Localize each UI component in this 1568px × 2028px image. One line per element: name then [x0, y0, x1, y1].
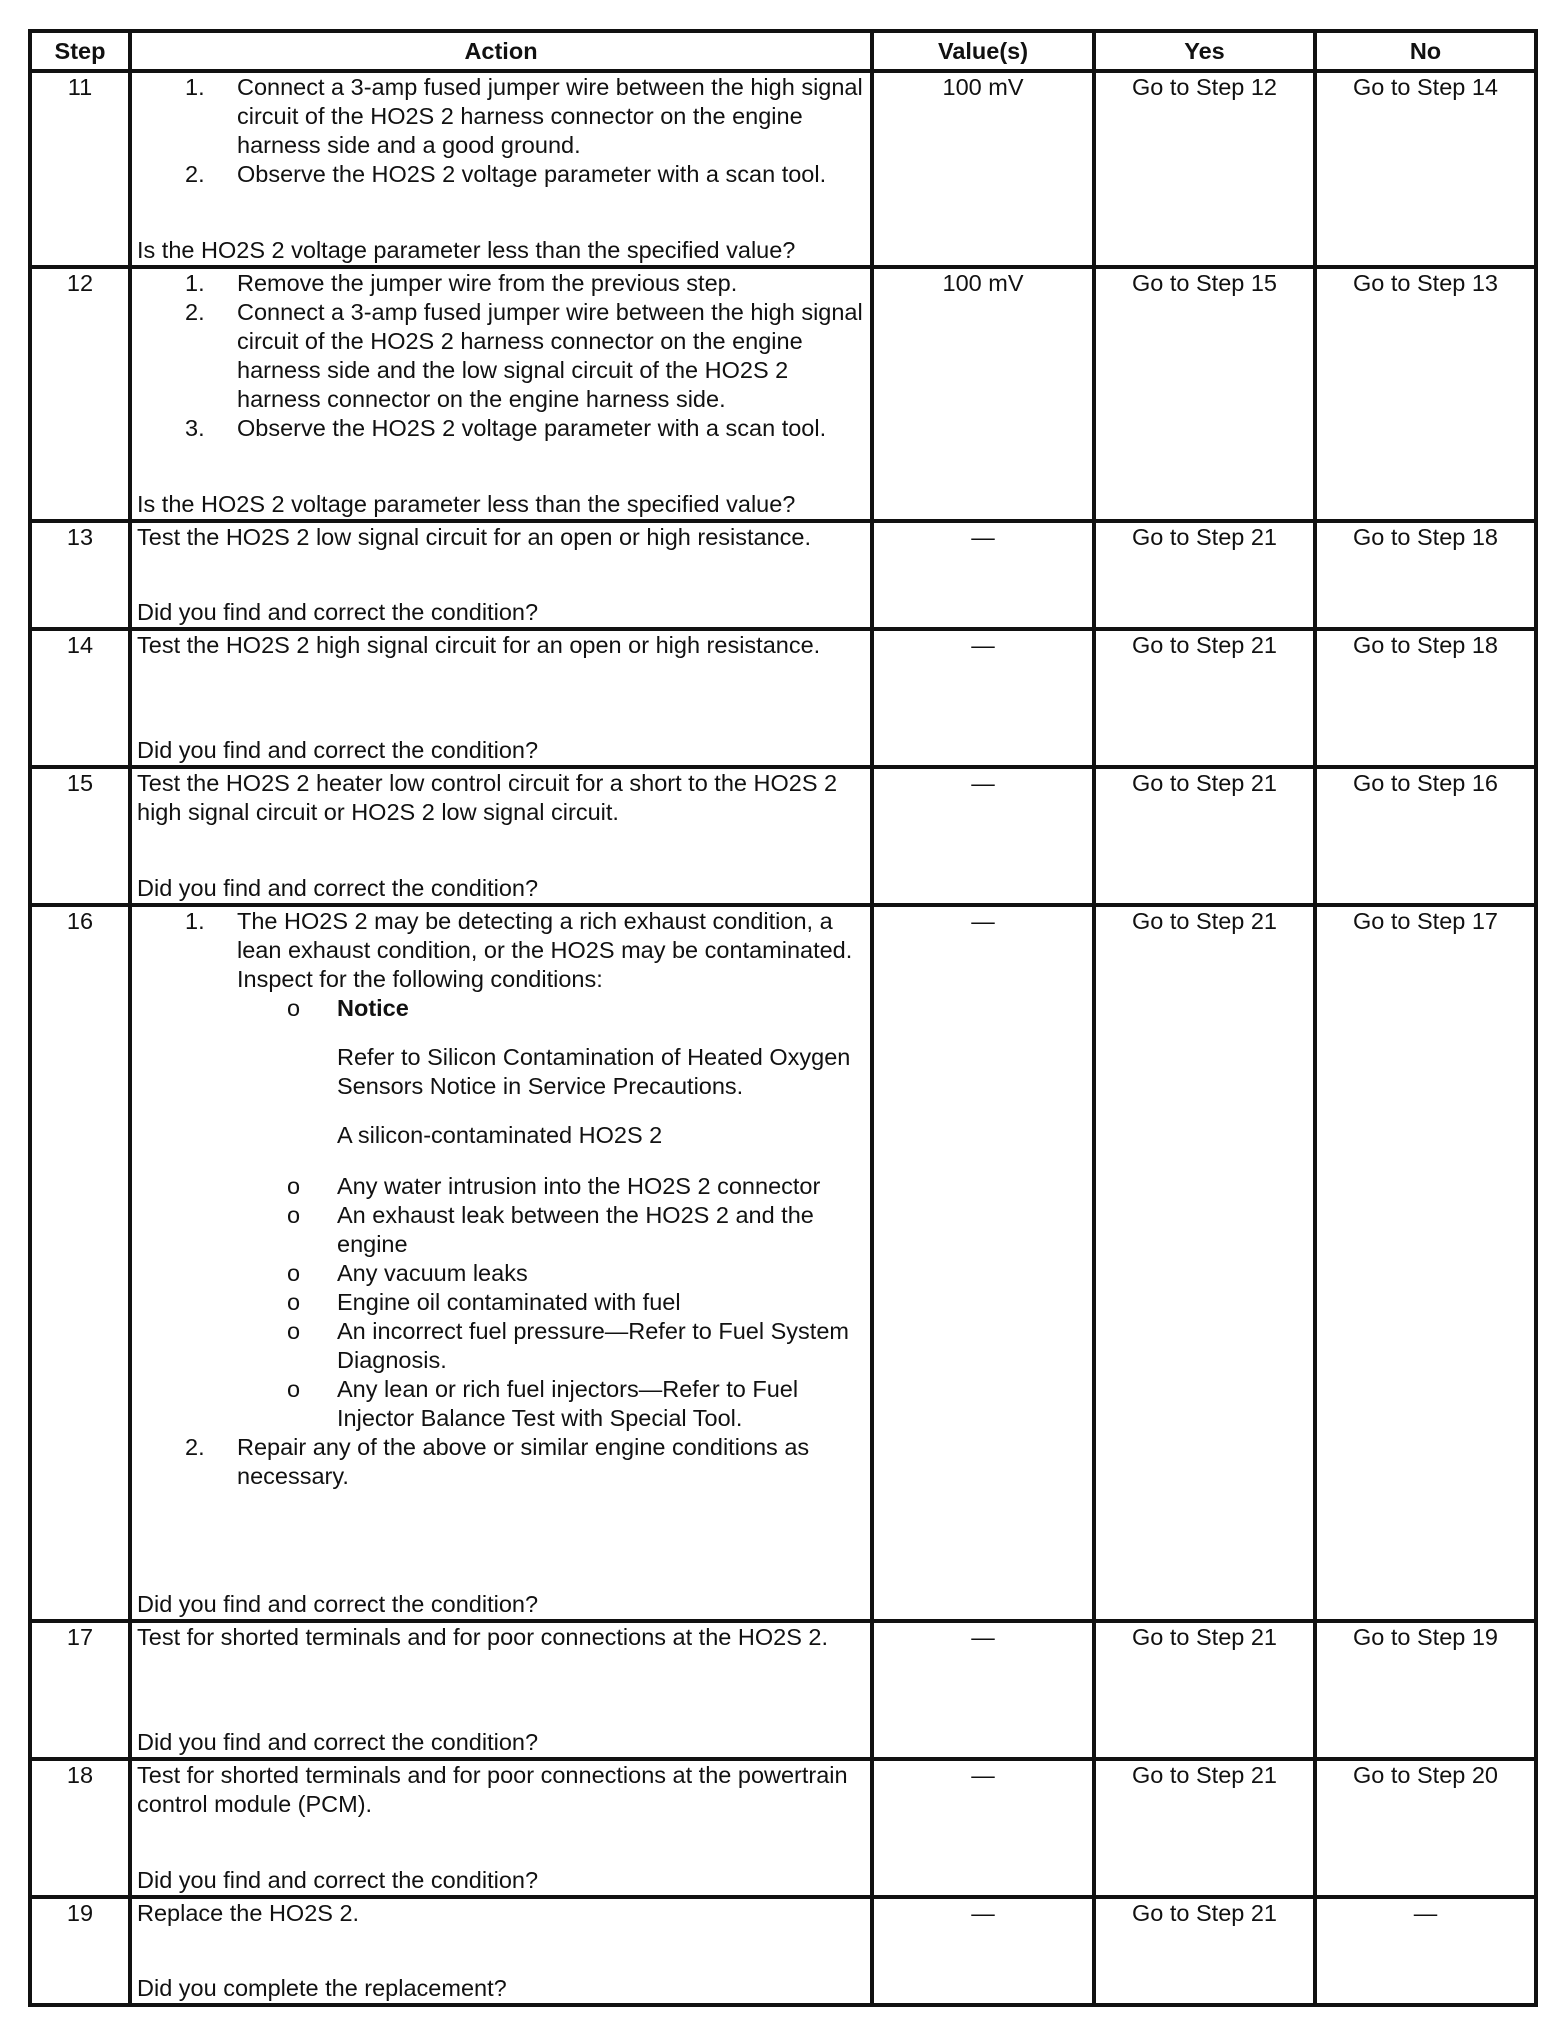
- action-cell: [130, 71, 872, 267]
- value-cell: —: [872, 1897, 1094, 2005]
- table-row-step-17: [30, 1621, 1536, 1759]
- yes-cell: Go to Step 21: [1094, 767, 1315, 905]
- list-item: o Any vacuum leaks: [287, 1260, 528, 1286]
- no-cell: Go to Step 13: [1315, 267, 1536, 521]
- header-yes: Yes: [1094, 31, 1315, 71]
- diagnostic-table: [28, 29, 1538, 2007]
- no-cell: Go to Step 18: [1315, 521, 1536, 629]
- action-question: Did you find and correct the condition?: [137, 1867, 539, 1893]
- step-number: 19: [30, 1897, 130, 2005]
- action-steps: [137, 907, 865, 1491]
- value-cell: —: [872, 521, 1094, 629]
- list-item: 2. Repair any of the above or similar engine conditions as necessary.: [185, 1434, 810, 1489]
- list-item: 2. Connect a 3-amp fused jumper wire between the high signal circuit of the HO2S 2 harness connector on the engine harness side and the low signal circuit of the HO2S 2 harness connector on the engine harness side.: [185, 299, 863, 412]
- action-question: Did you complete the replacement?: [137, 1975, 507, 2001]
- table-row-step-16: [30, 905, 1536, 1621]
- yes-cell: Go to Step 12: [1094, 71, 1315, 267]
- action-question: Did you find and correct the condition?: [137, 737, 539, 763]
- step-number: 11: [30, 71, 130, 267]
- action-cell: [130, 629, 872, 767]
- yes-cell: Go to Step 21: [1094, 1621, 1315, 1759]
- header-action: Action: [130, 31, 872, 71]
- value-cell: 100 mV: [872, 267, 1094, 521]
- notice-extra: A silicon-contaminated HO2S 2: [337, 1122, 663, 1148]
- action-text: Replace the HO2S 2.: [137, 1900, 360, 1926]
- action-question: Is the HO2S 2 voltage parameter less than the specified value?: [137, 491, 796, 517]
- list-item: o Any lean or rich fuel injectors—Refer to Fuel Injector Balance Test with Special Tool.: [287, 1376, 799, 1431]
- yes-cell: Go to Step 21: [1094, 1759, 1315, 1897]
- step-number: 17: [30, 1621, 130, 1759]
- table-row-step-19: [30, 1897, 1536, 2005]
- list-item: o Engine oil contaminated with fuel: [287, 1289, 681, 1315]
- no-cell: Go to Step 14: [1315, 71, 1536, 267]
- no-cell: Go to Step 18: [1315, 629, 1536, 767]
- value-cell: —: [872, 629, 1094, 767]
- action-cell: [130, 905, 872, 1621]
- table-row-step-15: [30, 767, 1536, 905]
- action-cell: [130, 1621, 872, 1759]
- action-cell: [130, 767, 872, 905]
- action-cell: [130, 1759, 872, 1897]
- header-values: Value(s): [872, 31, 1094, 71]
- step-number: 18: [30, 1759, 130, 1897]
- action-text: Test the HO2S 2 low signal circuit for an open or high resistance.: [137, 524, 812, 550]
- action-steps: [137, 73, 865, 189]
- action-question: Did you find and correct the condition?: [137, 1729, 539, 1755]
- table-row-step-14: [30, 629, 1536, 767]
- action-question: Is the HO2S 2 voltage parameter less than the specified value?: [137, 237, 796, 263]
- yes-cell: Go to Step 21: [1094, 905, 1315, 1621]
- header-step: Step: [30, 31, 130, 71]
- action-text: Test the HO2S 2 heater low control circuit for a short to the HO2S 2 high signal circuit or HO2S 2 low signal circuit.: [137, 770, 838, 825]
- condition-list: [237, 994, 865, 1433]
- yes-cell: Go to Step 21: [1094, 1897, 1315, 2005]
- action-cell: [130, 1897, 872, 2005]
- list-item: 1. The HO2S 2 may be detecting a rich exhaust condition, a lean exhaust condition, or the HO2S may be contaminated. Inspect for the following conditions: o Notice Refer to Silicon Contamination of Heated Oxygen Sensors Notice in Service Precautions. A silicon-contaminated HO2S 2 o Any water intrusion into the HO2S 2 connector o An exhaust leak between the HO2S 2 and the engine o Any vacuum leaks o Engine oil contaminated with fuel o An incorrect fuel pressure—Refer to Fuel System Diagnosis. o Any lean or rich fuel injectors—Refer to Fuel Injector Balance Test with Special Tool.: [137, 907, 865, 1433]
- value-cell: 100 mV: [872, 71, 1094, 267]
- action-question: Did you find and correct the condition?: [137, 1591, 539, 1617]
- table-row-step-11: [30, 71, 1536, 267]
- list-item: o An incorrect fuel pressure—Refer to Fuel System Diagnosis.: [287, 1318, 849, 1373]
- step-number: 14: [30, 629, 130, 767]
- step-number: 15: [30, 767, 130, 905]
- list-item: o Any water intrusion into the HO2S 2 connector: [287, 1173, 821, 1199]
- action-cell: [130, 521, 872, 629]
- value-cell: —: [872, 905, 1094, 1621]
- notice-body: Refer to Silicon Contamination of Heated Oxygen Sensors Notice in Service Precautions.: [337, 1044, 851, 1099]
- action-text: Test for shorted terminals and for poor connections at the powertrain control module (PCM).: [137, 1762, 848, 1817]
- list-item: 1. Remove the jumper wire from the previous step.: [185, 270, 738, 296]
- list-item: 1. Connect a 3-amp fused jumper wire between the high signal circuit of the HO2S 2 harness connector on the engine harness side and a good ground.: [185, 74, 863, 158]
- step-number: 16: [30, 905, 130, 1621]
- no-cell: Go to Step 19: [1315, 1621, 1536, 1759]
- action-question: Did you find and correct the condition?: [137, 599, 539, 625]
- list-item: 2. Observe the HO2S 2 voltage parameter with a scan tool.: [185, 161, 827, 187]
- step-number: 13: [30, 521, 130, 629]
- yes-cell: Go to Step 21: [1094, 521, 1315, 629]
- header-no: No: [1315, 31, 1536, 71]
- value-cell: —: [872, 1621, 1094, 1759]
- action-text: Test the HO2S 2 high signal circuit for an open or high resistance.: [137, 632, 821, 658]
- table-row-step-12: [30, 267, 1536, 521]
- action-question: Did you find and correct the condition?: [137, 875, 539, 901]
- step-number: 12: [30, 267, 130, 521]
- no-cell: Go to Step 16: [1315, 767, 1536, 905]
- notice-title: Notice: [337, 995, 409, 1021]
- list-item: o An exhaust leak between the HO2S 2 and the engine: [287, 1202, 814, 1257]
- yes-cell: Go to Step 15: [1094, 267, 1315, 521]
- action-text: Test for shorted terminals and for poor connections at the HO2S 2.: [137, 1624, 829, 1650]
- no-cell: Go to Step 17: [1315, 905, 1536, 1621]
- table-row-step-18: [30, 1759, 1536, 1897]
- table-row-step-13: [30, 521, 1536, 629]
- value-cell: —: [872, 1759, 1094, 1897]
- list-item: 3. Observe the HO2S 2 voltage parameter with a scan tool.: [185, 415, 827, 441]
- yes-cell: Go to Step 21: [1094, 629, 1315, 767]
- action-cell: [130, 267, 872, 521]
- no-cell: —: [1315, 1897, 1536, 2005]
- notice-item: o Notice Refer to Silicon Contamination of Heated Oxygen Sensors Notice in Service Precautions. A silicon-contaminated HO2S 2: [137, 994, 865, 1172]
- no-cell: Go to Step 20: [1315, 1759, 1536, 1897]
- action-steps: [137, 269, 865, 443]
- header-row: [30, 31, 1536, 71]
- value-cell: —: [872, 767, 1094, 905]
